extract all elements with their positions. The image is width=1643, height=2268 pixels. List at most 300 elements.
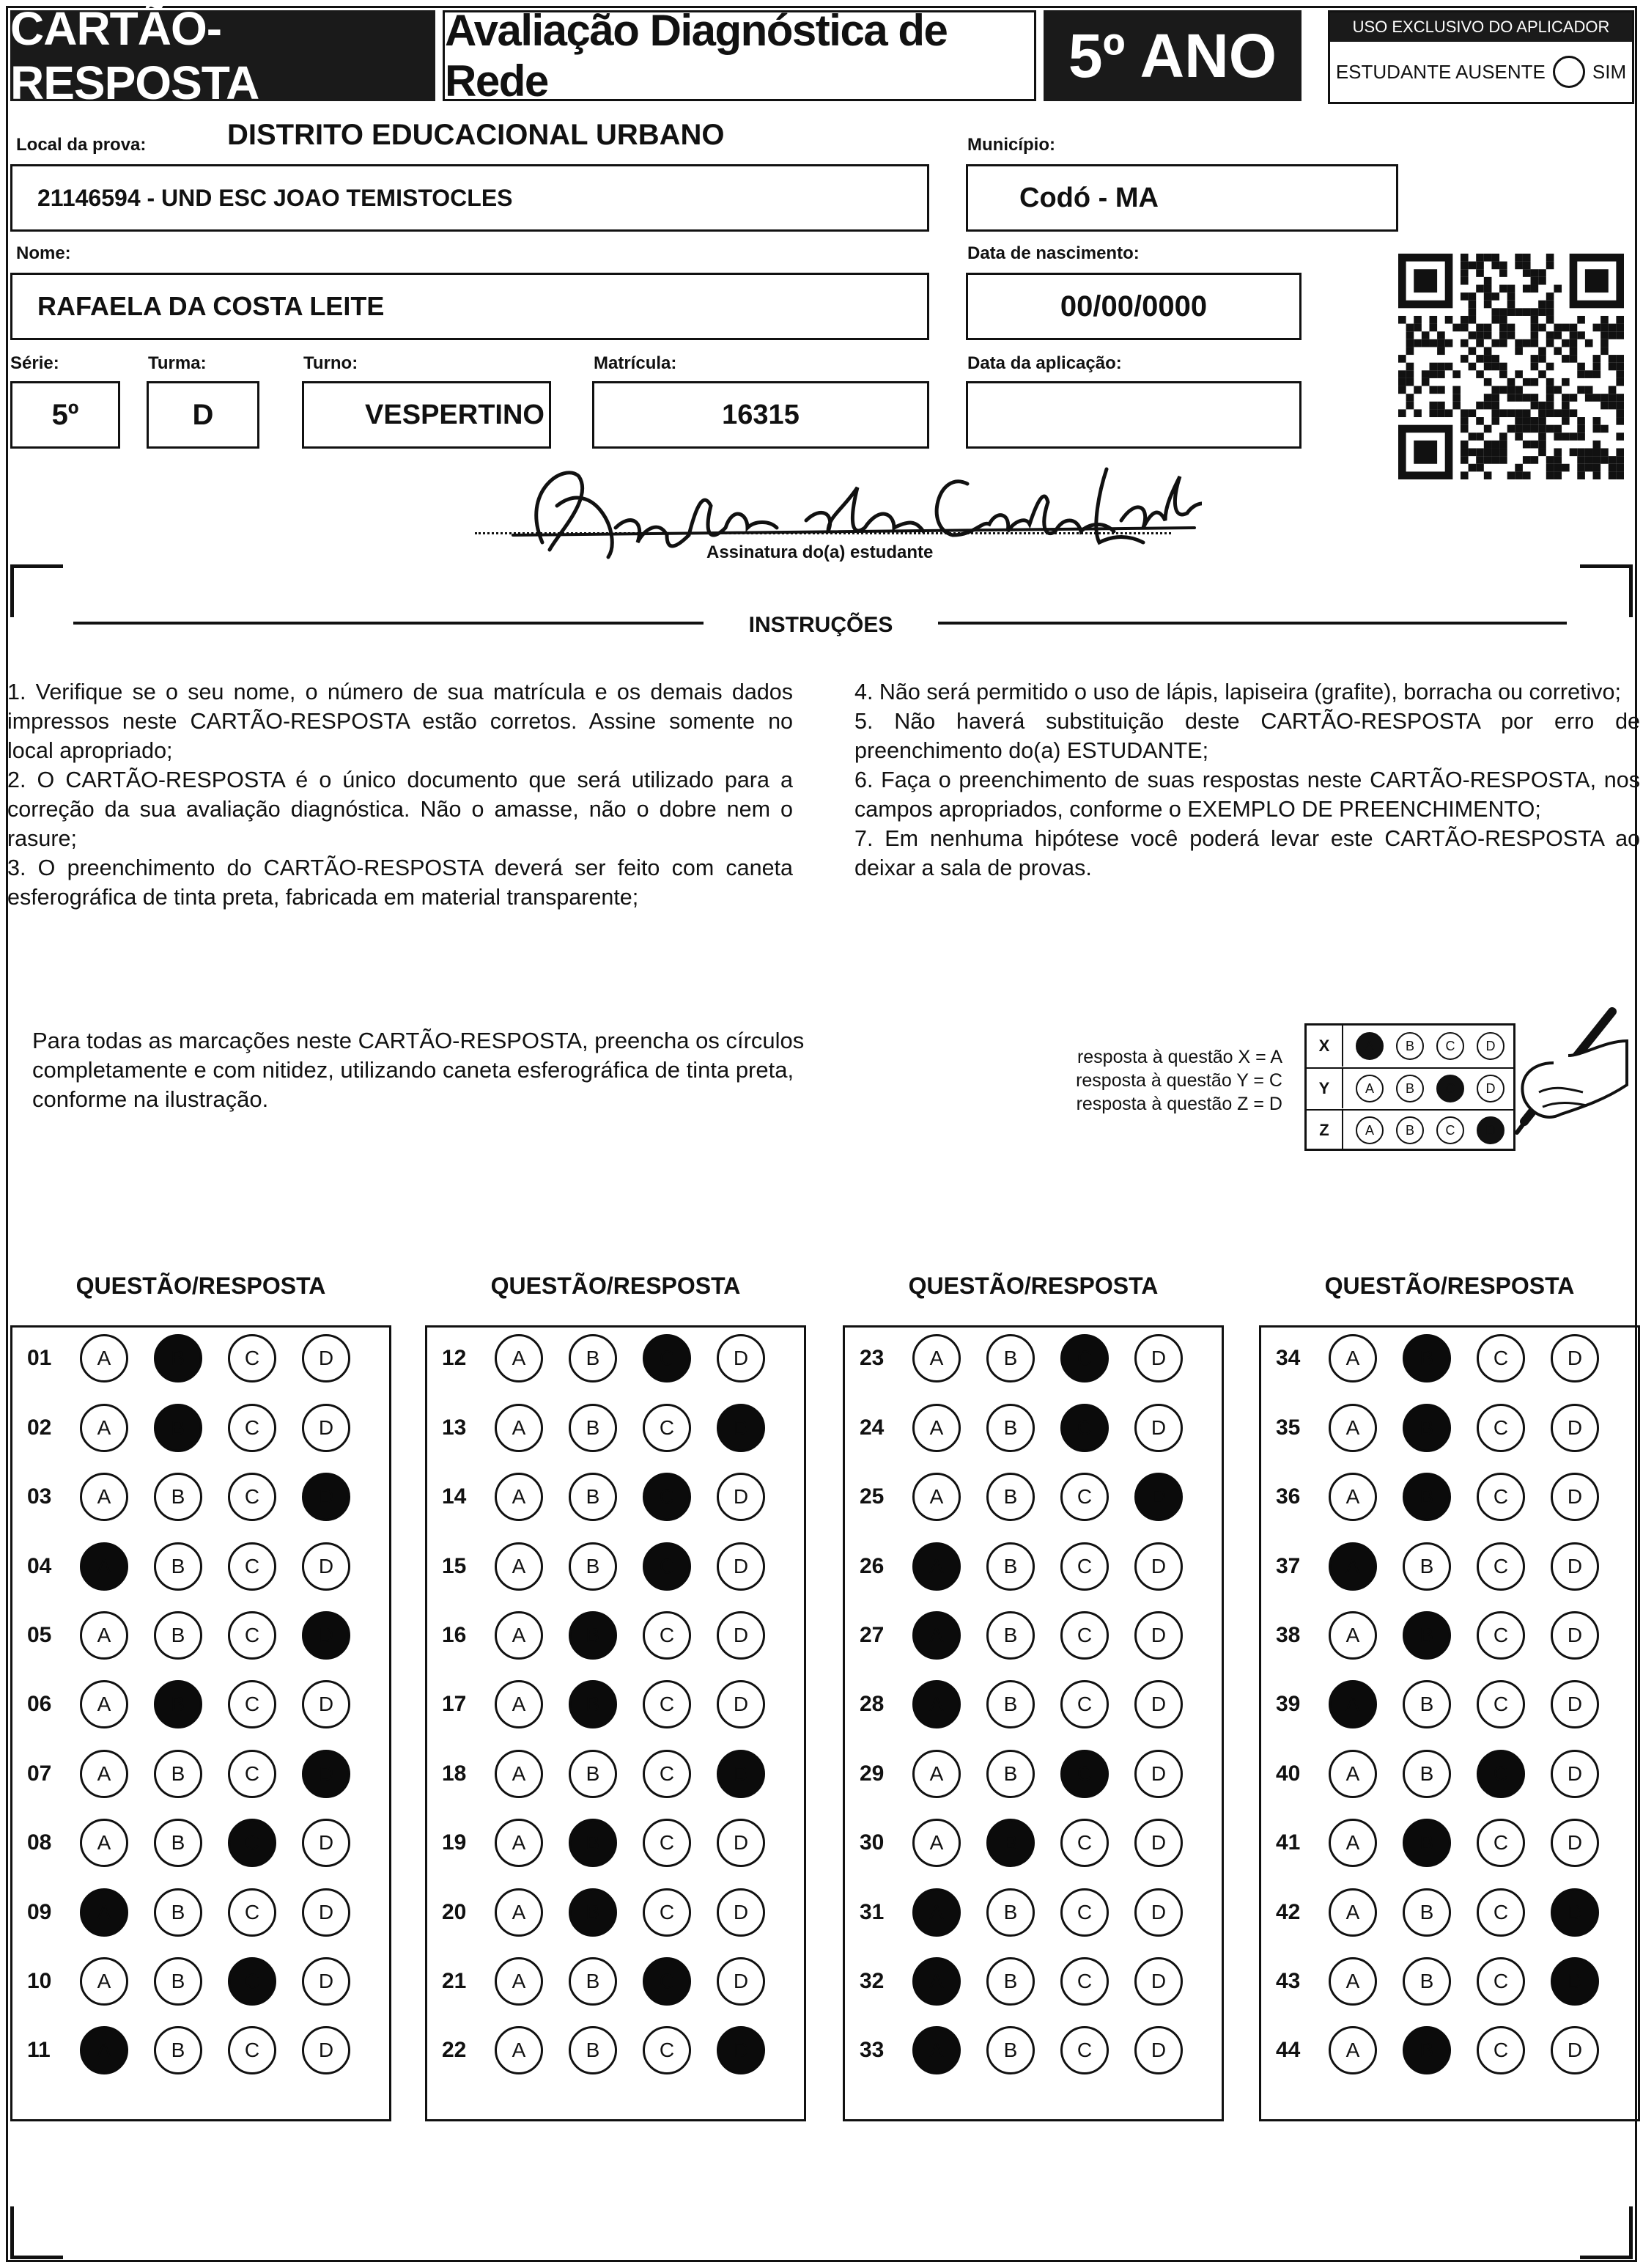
answer-bubble-d[interactable]: D bbox=[1551, 1680, 1599, 1728]
question-row bbox=[12, 2028, 389, 2072]
answer-bubble-a[interactable]: A bbox=[495, 2026, 543, 2074]
question-row bbox=[12, 1336, 389, 1380]
question-number: 34 bbox=[1276, 1346, 1301, 1370]
answer-bubble-b[interactable]: B bbox=[154, 1680, 202, 1728]
answer-bubble-d[interactable]: D bbox=[1551, 1611, 1599, 1660]
answer-bubble-b[interactable]: B bbox=[569, 1819, 617, 1867]
answer-bubble-a[interactable]: A bbox=[495, 1957, 543, 2006]
answer-bubble-b[interactable]: B bbox=[569, 1957, 617, 2006]
question-row bbox=[427, 1336, 804, 1380]
nome-field: RAFAELA DA COSTA LEITE bbox=[10, 273, 929, 340]
answer-bubble-a[interactable]: A bbox=[912, 1750, 961, 1798]
aplicacao-label: Data da aplicação: bbox=[967, 353, 1122, 373]
answer-bubble-b[interactable]: B bbox=[569, 1680, 617, 1728]
answer-bubble-b[interactable]: B bbox=[154, 1957, 202, 2006]
answer-bubble-a[interactable]: A bbox=[1329, 1819, 1377, 1867]
answer-bubble-d[interactable]: D bbox=[302, 1819, 350, 1867]
instruction-item: 2. O CARTÃO-RESPOSTA é o único documento que será utilizado para a correção da sua avaliação diagnóstica. Não o amasse, não o dobre nem o rasure; bbox=[7, 767, 793, 851]
question-number: 36 bbox=[1276, 1484, 1301, 1509]
question-number: 13 bbox=[442, 1415, 467, 1440]
answer-bubble-d[interactable]: D bbox=[302, 1404, 350, 1452]
answer-bubble-c[interactable]: C bbox=[1060, 1680, 1109, 1728]
example-bubble: C bbox=[1436, 1116, 1464, 1144]
answer-bubble-a[interactable]: A bbox=[80, 1888, 128, 1937]
answer-bubble-c[interactable]: C bbox=[228, 1819, 276, 1867]
question-row bbox=[1261, 1475, 1638, 1519]
answer-bubble-d[interactable]: D bbox=[302, 1888, 350, 1937]
question-number: 33 bbox=[860, 2038, 885, 2062]
question-row bbox=[12, 1406, 389, 1450]
question-number: 08 bbox=[27, 1830, 52, 1855]
answer-bubble-b[interactable]: B bbox=[1403, 1334, 1451, 1382]
grade-badge: 5º ANO bbox=[1044, 10, 1302, 101]
answer-bubble-c[interactable]: C bbox=[643, 1334, 691, 1382]
question-row bbox=[845, 1821, 1222, 1865]
absent-bubble[interactable] bbox=[1553, 56, 1585, 88]
question-row bbox=[845, 1890, 1222, 1934]
example-bubble: C bbox=[1436, 1075, 1464, 1102]
question-row bbox=[427, 1890, 804, 1934]
answer-bubble-a[interactable]: A bbox=[912, 1334, 961, 1382]
question-row bbox=[845, 1959, 1222, 2003]
question-number: 39 bbox=[1276, 1692, 1301, 1716]
example-bubble: A bbox=[1356, 1032, 1384, 1060]
question-row bbox=[12, 1959, 389, 2003]
answer-bubble-d[interactable]: D bbox=[302, 1334, 350, 1382]
answer-column-header: QUESTÃO/RESPOSTA bbox=[908, 1273, 1159, 1299]
answer-column-header: QUESTÃO/RESPOSTA bbox=[75, 1273, 326, 1299]
answer-bubble-d[interactable]: D bbox=[1551, 1542, 1599, 1591]
question-row bbox=[1261, 1613, 1638, 1657]
municipio-label: Município: bbox=[967, 135, 1055, 155]
question-number: 12 bbox=[442, 1346, 467, 1370]
answer-bubble-d[interactable]: D bbox=[717, 1819, 765, 1867]
question-row bbox=[1261, 1959, 1638, 2003]
example-bubble: A bbox=[1356, 1075, 1384, 1102]
answer-bubble-a[interactable]: A bbox=[1329, 2026, 1377, 2074]
example-row-label: X bbox=[1307, 1026, 1343, 1067]
instructions-rule-left bbox=[73, 622, 704, 625]
answer-bubble-d[interactable]: D bbox=[717, 1888, 765, 1937]
question-row bbox=[1261, 1336, 1638, 1380]
district-name: DISTRITO EDUCACIONAL URBANO bbox=[227, 119, 725, 151]
answer-bubble-b[interactable]: B bbox=[986, 1819, 1035, 1867]
answer-bubble-a[interactable]: A bbox=[80, 2026, 128, 2074]
instructions-right bbox=[854, 677, 1640, 883]
answer-bubble-c[interactable]: C bbox=[643, 1542, 691, 1591]
answer-bubble-a[interactable]: A bbox=[912, 1888, 961, 1937]
hand-with-pen-icon bbox=[1458, 997, 1634, 1151]
answer-bubble-a[interactable]: A bbox=[80, 1819, 128, 1867]
exam-title: Avaliação Diagnóstica de Rede bbox=[443, 10, 1036, 101]
answer-bubble-c[interactable]: C bbox=[1477, 1680, 1525, 1728]
answer-bubble-c[interactable]: C bbox=[1060, 1819, 1109, 1867]
answer-bubble-a[interactable]: A bbox=[1329, 1473, 1377, 1521]
answer-bubble-b[interactable]: B bbox=[1403, 1404, 1451, 1452]
answer-bubble-c[interactable]: C bbox=[643, 1750, 691, 1798]
question-number: 11 bbox=[27, 2038, 51, 2062]
answer-bubble-c[interactable]: C bbox=[643, 2026, 691, 2074]
answer-bubble-b[interactable]: B bbox=[569, 1334, 617, 1382]
answer-bubble-d[interactable]: D bbox=[302, 1611, 350, 1660]
answer-bubble-d[interactable]: D bbox=[302, 1750, 350, 1798]
answer-bubble-c[interactable]: C bbox=[228, 2026, 276, 2074]
question-number: 38 bbox=[1276, 1623, 1301, 1647]
answer-bubble-a[interactable]: A bbox=[495, 1473, 543, 1521]
answer-bubble-c[interactable]: C bbox=[1060, 2026, 1109, 2074]
question-number: 15 bbox=[442, 1554, 467, 1578]
local-label: Local da prova: bbox=[16, 135, 147, 155]
question-number: 29 bbox=[860, 1761, 885, 1786]
answer-bubble-d[interactable]: D bbox=[717, 2026, 765, 2074]
answer-bubble-c[interactable]: C bbox=[643, 1680, 691, 1728]
answer-bubble-d[interactable]: D bbox=[1134, 1680, 1183, 1728]
answer-bubble-d[interactable]: D bbox=[302, 1542, 350, 1591]
answer-bubble-d[interactable]: D bbox=[302, 1680, 350, 1728]
answer-bubble-c[interactable]: C bbox=[1060, 1957, 1109, 2006]
answer-bubble-c[interactable]: C bbox=[1477, 1819, 1525, 1867]
answer-bubble-c[interactable]: C bbox=[1477, 1542, 1525, 1591]
question-number: 02 bbox=[27, 1415, 52, 1440]
answer-bubble-d[interactable]: D bbox=[1551, 1888, 1599, 1937]
example-bubble: C bbox=[1436, 1032, 1464, 1060]
answer-bubble-d[interactable]: D bbox=[1134, 1750, 1183, 1798]
answer-bubble-a[interactable]: A bbox=[495, 1542, 543, 1591]
question-row bbox=[1261, 1406, 1638, 1450]
question-row bbox=[12, 1682, 389, 1726]
question-row bbox=[1261, 1682, 1638, 1726]
answer-bubble-a[interactable]: A bbox=[80, 1404, 128, 1452]
answer-bubble-d[interactable]: D bbox=[1551, 1473, 1599, 1521]
answer-bubble-a[interactable]: A bbox=[80, 1473, 128, 1521]
answer-bubble-b[interactable]: B bbox=[986, 1473, 1035, 1521]
question-row bbox=[12, 1613, 389, 1657]
answer-bubble-c[interactable]: C bbox=[643, 1957, 691, 2006]
answer-bubble-c[interactable]: C bbox=[1060, 1334, 1109, 1382]
answer-bubble-b[interactable]: B bbox=[154, 1473, 202, 1521]
answer-bubble-b[interactable]: B bbox=[154, 1819, 202, 1867]
answer-bubble-c[interactable]: C bbox=[643, 1819, 691, 1867]
answer-bubble-a[interactable]: A bbox=[495, 1819, 543, 1867]
answer-bubble-b[interactable]: B bbox=[154, 1334, 202, 1382]
answer-bubble-b[interactable]: B bbox=[154, 1542, 202, 1591]
answer-bubble-b[interactable]: B bbox=[569, 1473, 617, 1521]
example-line: resposta à questão Z = D bbox=[1076, 1094, 1282, 1114]
answer-bubble-c[interactable]: C bbox=[228, 1680, 276, 1728]
answer-bubble-b[interactable]: B bbox=[1403, 1750, 1451, 1798]
applicator-box bbox=[1328, 10, 1634, 104]
applicator-title: USO EXCLUSIVO DO APLICADOR bbox=[1330, 12, 1632, 42]
question-row bbox=[845, 1613, 1222, 1657]
answer-bubble-b[interactable]: B bbox=[986, 1888, 1035, 1937]
question-row bbox=[1261, 1752, 1638, 1796]
answer-bubble-c[interactable]: C bbox=[1477, 1750, 1525, 1798]
question-row bbox=[845, 1406, 1222, 1450]
answer-bubble-d[interactable]: D bbox=[1134, 1888, 1183, 1937]
answer-bubble-a[interactable]: A bbox=[1329, 1611, 1377, 1660]
answer-bubble-d[interactable]: D bbox=[1134, 2026, 1183, 2074]
question-number: 06 bbox=[27, 1692, 52, 1716]
answer-bubble-b[interactable]: B bbox=[1403, 1957, 1451, 2006]
answer-bubble-c[interactable]: C bbox=[1477, 1334, 1525, 1382]
answer-bubble-a[interactable]: A bbox=[495, 1334, 543, 1382]
answer-bubble-c[interactable]: C bbox=[643, 1611, 691, 1660]
answer-bubble-a[interactable]: A bbox=[912, 1473, 961, 1521]
answer-bubble-d[interactable]: D bbox=[1134, 1819, 1183, 1867]
answer-bubble-c[interactable]: C bbox=[228, 1473, 276, 1521]
absent-option: SIM bbox=[1592, 60, 1627, 83]
answer-bubble-b[interactable]: B bbox=[1403, 1473, 1451, 1521]
question-number: 26 bbox=[860, 1554, 885, 1578]
answer-bubble-a[interactable]: A bbox=[912, 1404, 961, 1452]
question-row bbox=[427, 2028, 804, 2072]
answer-bubble-d[interactable]: D bbox=[1551, 1819, 1599, 1867]
answer-bubble-c[interactable]: C bbox=[1060, 1888, 1109, 1937]
question-number: 04 bbox=[27, 1554, 52, 1578]
answer-bubble-c[interactable]: C bbox=[228, 1334, 276, 1382]
answer-bubble-c[interactable]: C bbox=[228, 1404, 276, 1452]
answer-column bbox=[425, 1325, 806, 2121]
answer-bubble-c[interactable]: C bbox=[1477, 1404, 1525, 1452]
instruction-item: 7. Em nenhuma hipótese você poderá levar este CARTÃO-RESPOSTA ao deixar a sala de provas. bbox=[854, 826, 1640, 880]
nascimento-field: 00/00/0000 bbox=[966, 273, 1302, 340]
school-field: 21146594 - UND ESC JOAO TEMISTOCLES bbox=[10, 164, 929, 232]
question-number: 16 bbox=[442, 1623, 467, 1647]
answer-bubble-a[interactable]: A bbox=[912, 2026, 961, 2074]
answer-bubble-d[interactable]: D bbox=[1134, 1611, 1183, 1660]
answer-bubble-a[interactable]: A bbox=[80, 1334, 128, 1382]
answer-bubble-d[interactable]: D bbox=[1551, 1404, 1599, 1452]
question-number: 40 bbox=[1276, 1761, 1301, 1786]
answer-bubble-b[interactable]: B bbox=[154, 1404, 202, 1452]
instruction-item: 5. Não haverá substituição deste CARTÃO-RESPOSTA por erro de preenchimento do(a) ESTUDANTE; bbox=[854, 709, 1640, 763]
answer-bubble-a[interactable]: A bbox=[1329, 1750, 1377, 1798]
answer-bubble-c[interactable]: C bbox=[228, 1957, 276, 2006]
answer-bubble-b[interactable]: B bbox=[1403, 1611, 1451, 1660]
answer-bubble-b[interactable]: B bbox=[569, 2026, 617, 2074]
answer-bubble-b[interactable]: B bbox=[569, 1404, 617, 1452]
answer-bubble-c[interactable]: C bbox=[1477, 1957, 1525, 2006]
answer-bubble-b[interactable]: B bbox=[154, 1611, 202, 1660]
instruction-item: 4. Não será permitido o uso de lápis, lapiseira (grafite), borracha ou corretivo; bbox=[854, 680, 1621, 704]
question-number: 25 bbox=[860, 1484, 885, 1509]
answer-bubble-a[interactable]: A bbox=[912, 1957, 961, 2006]
instruction-item: 1. Verifique se o seu nome, o número de sua matrícula e os demais dados impressos neste CARTÃO-RESPOSTA estão corretos. Assine somente no local apropriado; bbox=[7, 680, 793, 763]
question-row bbox=[845, 2028, 1222, 2072]
answer-bubble-c[interactable]: C bbox=[1477, 2026, 1525, 2074]
answer-bubble-c[interactable]: C bbox=[1060, 1750, 1109, 1798]
answer-bubble-d[interactable]: D bbox=[1551, 1750, 1599, 1798]
answer-column bbox=[843, 1325, 1224, 2121]
question-number: 43 bbox=[1276, 1969, 1301, 1993]
example-line: resposta à questão X = A bbox=[1077, 1047, 1282, 1067]
answer-bubble-a[interactable]: A bbox=[80, 1611, 128, 1660]
answer-bubble-d[interactable]: D bbox=[1551, 2026, 1599, 2074]
answer-bubble-c[interactable]: C bbox=[1477, 1473, 1525, 1521]
answer-bubble-b[interactable]: B bbox=[986, 1334, 1035, 1382]
example-bubble: D bbox=[1477, 1116, 1504, 1144]
question-number: 41 bbox=[1276, 1830, 1301, 1855]
answer-bubble-b[interactable]: B bbox=[986, 1957, 1035, 2006]
answer-bubble-d[interactable]: D bbox=[1551, 1334, 1599, 1382]
answer-bubble-b[interactable]: B bbox=[569, 1750, 617, 1798]
answer-column-header: QUESTÃO/RESPOSTA bbox=[490, 1273, 741, 1299]
answer-bubble-a[interactable]: A bbox=[912, 1542, 961, 1591]
answer-bubble-d[interactable]: D bbox=[1134, 1957, 1183, 2006]
question-number: 17 bbox=[442, 1692, 467, 1716]
answer-bubble-b[interactable]: B bbox=[1403, 1542, 1451, 1591]
answer-bubble-b[interactable]: B bbox=[986, 2026, 1035, 2074]
answer-bubble-a[interactable]: A bbox=[1329, 1404, 1377, 1452]
instructions-left bbox=[7, 677, 793, 912]
answer-bubble-b[interactable]: B bbox=[569, 1542, 617, 1591]
answer-bubble-c[interactable]: C bbox=[643, 1888, 691, 1937]
answer-bubble-a[interactable]: A bbox=[495, 1888, 543, 1937]
answer-bubble-a[interactable]: A bbox=[1329, 1334, 1377, 1382]
answer-bubble-c[interactable]: C bbox=[1477, 1888, 1525, 1937]
example-line: resposta à questão Y = C bbox=[1076, 1070, 1282, 1091]
answer-bubble-a[interactable]: A bbox=[912, 1680, 961, 1728]
answer-bubble-c[interactable]: C bbox=[228, 1542, 276, 1591]
answer-bubble-b[interactable]: B bbox=[986, 1680, 1035, 1728]
question-number: 21 bbox=[442, 1969, 467, 1993]
question-row bbox=[12, 1890, 389, 1934]
question-number: 44 bbox=[1276, 2038, 1301, 2062]
example-bubble: B bbox=[1396, 1075, 1424, 1102]
example-row-label: Y bbox=[1307, 1069, 1343, 1108]
answer-bubble-c[interactable]: C bbox=[228, 1888, 276, 1937]
answer-bubble-d[interactable]: D bbox=[1134, 1473, 1183, 1521]
answer-bubble-d[interactable]: D bbox=[717, 1957, 765, 2006]
qr-code bbox=[1398, 254, 1624, 479]
answer-bubble-a[interactable]: A bbox=[1329, 1542, 1377, 1591]
answer-bubble-a[interactable]: A bbox=[495, 1404, 543, 1452]
answer-bubble-b[interactable]: B bbox=[154, 1888, 202, 1937]
question-row bbox=[12, 1544, 389, 1588]
question-number: 03 bbox=[27, 1484, 52, 1509]
answer-bubble-b[interactable]: B bbox=[154, 1750, 202, 1798]
absent-row bbox=[1330, 42, 1632, 102]
answer-bubble-a[interactable]: A bbox=[80, 1542, 128, 1591]
answer-bubble-a[interactable]: A bbox=[80, 1957, 128, 2006]
answer-bubble-a[interactable]: A bbox=[1329, 1888, 1377, 1937]
answer-bubble-d[interactable]: D bbox=[717, 1680, 765, 1728]
answer-bubble-c[interactable]: C bbox=[1060, 1611, 1109, 1660]
answer-bubble-a[interactable]: A bbox=[1329, 1957, 1377, 2006]
matricula-label: Matrícula: bbox=[594, 353, 677, 373]
answer-bubble-c[interactable]: C bbox=[1060, 1542, 1109, 1591]
answer-bubble-a[interactable]: A bbox=[912, 1819, 961, 1867]
question-number: 37 bbox=[1276, 1554, 1301, 1578]
answer-column bbox=[10, 1325, 391, 2121]
answer-bubble-c[interactable]: C bbox=[1060, 1404, 1109, 1452]
answer-bubble-c[interactable]: C bbox=[643, 1473, 691, 1521]
nome-label: Nome: bbox=[16, 243, 71, 263]
answer-bubble-a[interactable]: A bbox=[80, 1750, 128, 1798]
answer-bubble-d[interactable]: D bbox=[717, 1542, 765, 1591]
answer-bubble-a[interactable]: A bbox=[495, 1680, 543, 1728]
serie-field: 5º bbox=[10, 381, 120, 449]
corner-mark-bottom-left bbox=[10, 2206, 63, 2259]
nascimento-label: Data de nascimento: bbox=[967, 243, 1140, 263]
answer-bubble-c[interactable]: C bbox=[1060, 1473, 1109, 1521]
question-row bbox=[427, 1682, 804, 1726]
answer-bubble-d[interactable]: D bbox=[1134, 1334, 1183, 1382]
answer-bubble-d[interactable]: D bbox=[1134, 1404, 1183, 1452]
answer-bubble-a[interactable]: A bbox=[495, 1750, 543, 1798]
answer-bubble-b[interactable]: B bbox=[1403, 1819, 1451, 1867]
answer-bubble-b[interactable]: B bbox=[986, 1750, 1035, 1798]
question-row bbox=[427, 1475, 804, 1519]
question-number: 42 bbox=[1276, 1900, 1301, 1924]
fill-instructions: Para todas as marcações neste CARTÃO-RESPOSTA, preencha os círculos completamente e com nitidez, utilizando caneta esferográfica de tinta preta, conforme na ilustração. bbox=[32, 1028, 805, 1112]
question-row bbox=[12, 1475, 389, 1519]
question-number: 05 bbox=[27, 1623, 52, 1647]
answer-bubble-b[interactable]: B bbox=[986, 1611, 1035, 1660]
answer-bubble-a[interactable]: A bbox=[495, 1611, 543, 1660]
answer-bubble-d[interactable]: D bbox=[717, 1611, 765, 1660]
answer-bubble-a[interactable]: A bbox=[912, 1611, 961, 1660]
answer-bubble-d[interactable]: D bbox=[717, 1404, 765, 1452]
instruction-item: 6. Faça o preenchimento de suas respostas neste CARTÃO-RESPOSTA, nos campos apropriados, conforme o EXEMPLO DE PREENCHIMENTO; bbox=[854, 767, 1640, 822]
question-row bbox=[12, 1821, 389, 1865]
answer-bubble-c[interactable]: C bbox=[643, 1404, 691, 1452]
answer-bubble-b[interactable]: B bbox=[1403, 1680, 1451, 1728]
question-row bbox=[1261, 1544, 1638, 1588]
question-row bbox=[427, 1959, 804, 2003]
turma-label: Turma: bbox=[148, 353, 207, 373]
question-row bbox=[1261, 2028, 1638, 2072]
answer-bubble-b[interactable]: B bbox=[986, 1404, 1035, 1452]
question-row bbox=[845, 1682, 1222, 1726]
question-number: 09 bbox=[27, 1900, 52, 1924]
answer-bubble-d[interactable]: D bbox=[1551, 1957, 1599, 2006]
question-number: 22 bbox=[442, 2038, 467, 2062]
question-row bbox=[427, 1544, 804, 1588]
answer-bubble-d[interactable]: D bbox=[1134, 1542, 1183, 1591]
answer-bubble-d[interactable]: D bbox=[717, 1473, 765, 1521]
question-row bbox=[427, 1613, 804, 1657]
answer-bubble-a[interactable]: A bbox=[1329, 1680, 1377, 1728]
answer-bubble-b[interactable]: B bbox=[986, 1542, 1035, 1591]
answer-bubble-c[interactable]: C bbox=[1477, 1611, 1525, 1660]
answer-bubble-c[interactable]: C bbox=[228, 1611, 276, 1660]
answer-column bbox=[1259, 1325, 1640, 2121]
answer-bubble-a[interactable]: A bbox=[80, 1680, 128, 1728]
answer-bubble-d[interactable]: D bbox=[717, 1334, 765, 1382]
answer-bubble-b[interactable]: B bbox=[1403, 2026, 1451, 2074]
answer-bubble-d[interactable]: D bbox=[717, 1750, 765, 1798]
example-legend bbox=[1033, 1045, 1282, 1116]
answer-bubble-d[interactable]: D bbox=[302, 2026, 350, 2074]
answer-bubble-b[interactable]: B bbox=[569, 1888, 617, 1937]
answer-bubble-c[interactable]: C bbox=[228, 1750, 276, 1798]
answer-bubble-b[interactable]: B bbox=[1403, 1888, 1451, 1937]
answer-column-header: QUESTÃO/RESPOSTA bbox=[1324, 1273, 1575, 1299]
matricula-field: 16315 bbox=[592, 381, 929, 449]
turno-label: Turno: bbox=[303, 353, 358, 373]
answer-bubble-b[interactable]: B bbox=[154, 2026, 202, 2074]
turma-field: D bbox=[147, 381, 259, 449]
answer-bubble-d[interactable]: D bbox=[302, 1957, 350, 2006]
answer-bubble-b[interactable]: B bbox=[569, 1611, 617, 1660]
question-number: 28 bbox=[860, 1692, 885, 1716]
corner-mark-top-left bbox=[10, 564, 63, 617]
question-number: 18 bbox=[442, 1761, 467, 1786]
example-row-label: Z bbox=[1307, 1111, 1343, 1150]
answer-bubble-d[interactable]: D bbox=[302, 1473, 350, 1521]
question-number: 32 bbox=[860, 1969, 885, 1993]
